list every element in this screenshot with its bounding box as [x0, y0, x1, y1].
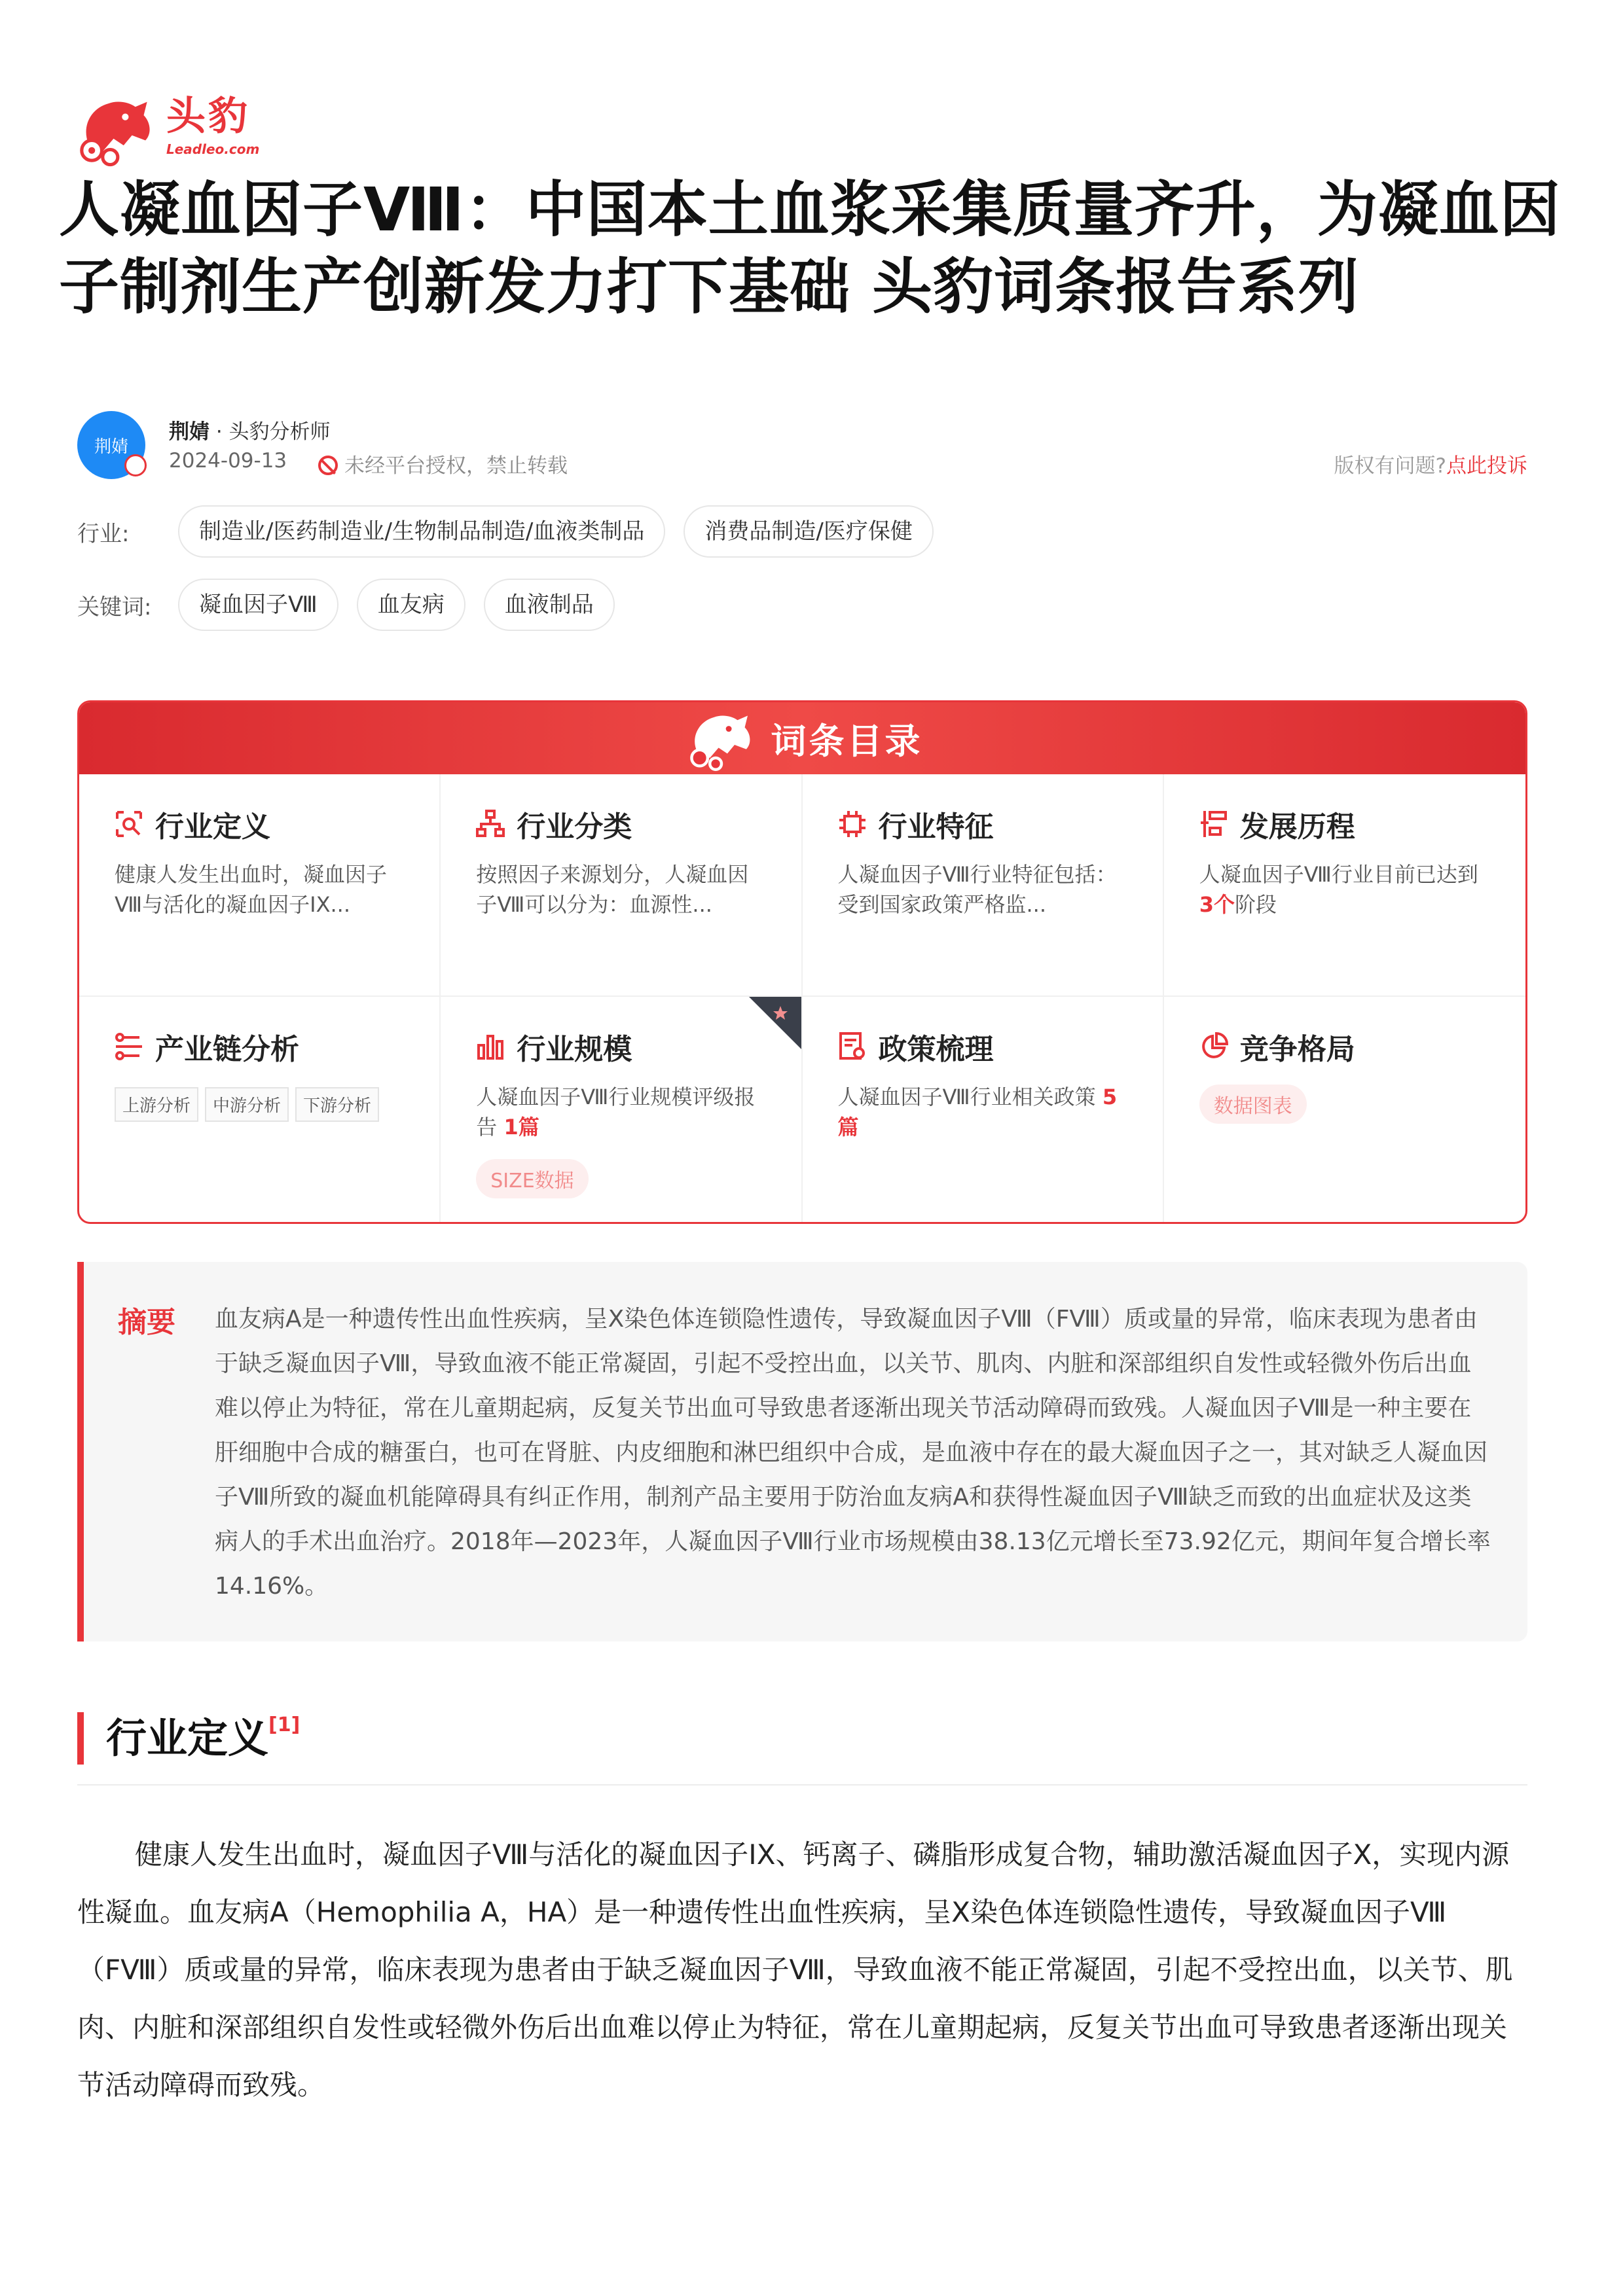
toc-item-title: 产业链分析 — [155, 1033, 299, 1066]
toc-item-title: 行业特征 — [878, 810, 994, 844]
brand-name: 头豹 — [166, 94, 250, 139]
abstract-text: 血友病A是一种遗传性出血性疾病，呈X染色体连锁隐性遗传，导致凝血因子Ⅷ（FⅧ）质或量的异常，临床表现为患者由于缺乏凝血因子Ⅷ，导致血液不能正常凝固，引起不受控出血，以关节、肌肉、内脏和深部组织自发性或轻微外伤后出血难以停止为特征，常在儿童期起病，反复关节出血可导致患者逐渐出现关节活动障碍而致残。人凝血因子Ⅷ是一种主要在肝细胞中合成的糖蛋白，也可在肾脏、内皮细胞和淋巴组织中合成，是血液中存在的最大凝血因子之一，其对缺乏人凝血因子Ⅷ所致的凝血机能障碍具有纠正作用，制剂产品主要用于防治血友病A和获得性凝血因子Ⅷ缺乏而致的出血症状及这类病人的手术出血治疗。2018年—2023年，人凝血因子Ⅷ行业市场规模由38.13亿元增长至73.92亿元，期间年复合增长率14.16%。 — [215, 1306, 1491, 1600]
timeline-icon — [1199, 810, 1228, 838]
hierarchy-icon — [476, 810, 505, 838]
toc-item-desc: 人凝血因子Ⅷ行业特征包括：受到国家政策严格监... — [837, 862, 1117, 917]
toc-item-chain[interactable] — [79, 997, 441, 1224]
keyword-label: 关键词: — [77, 594, 152, 620]
toc-item-desc-text: 人凝血因子Ⅷ行业相关政策 — [837, 1085, 1103, 1109]
toc-card — [77, 700, 1527, 1224]
toc-item-title: 行业规模 — [517, 1033, 632, 1066]
toc-item-title: 行业定义 — [155, 810, 270, 844]
pie-chart-icon — [1199, 1032, 1228, 1061]
toc-item-desc-text: 人凝血因子Ⅷ行业规模评级报告 — [476, 1085, 756, 1139]
toc-item-desc — [1199, 859, 1481, 920]
star-corner-icon — [749, 997, 801, 1049]
toc-item-desc-text: 人凝血因子Ⅷ行业目前已达到 — [1199, 862, 1478, 887]
keyword-tag[interactable]: 凝血因子Ⅷ — [178, 579, 338, 631]
toc-item-desc-suffix: 阶段 — [1235, 892, 1277, 917]
section-header — [77, 1712, 1527, 1785]
policy-count: 5篇 — [837, 1085, 1118, 1139]
brand-domain: Leadleo.com — [166, 141, 260, 157]
avatar[interactable] — [77, 411, 145, 479]
publish-date: 2024-09-13 — [169, 449, 287, 473]
policy-doc-icon — [838, 1032, 867, 1061]
definition-paragraph: 健康人发生出血时，凝血因子Ⅷ与活化的凝血因子IX、钙离子、磷脂形成复合物，辅助激活凝血因子Ⅹ，实现内源性凝血。血友病A（Hemophilia A，HA）是一种遗传性出血性疾病，呈X染色体连锁隐性遗传，导致凝血因子Ⅷ（FⅧ）质或量的异常，临床表现为患者由于缺乏凝血因子Ⅷ，导致血液不能正常凝固，引起不受控出血，以关节、肌肉、内脏和深部组织自发性或轻微外伤后出血难以停止为特征，常在儿童期起病，反复关节出血可导致患者逐渐出现关节活动障碍而致残。 — [77, 1839, 1513, 2101]
toc-item-history[interactable] — [1164, 774, 1525, 997]
report-link[interactable]: 点此投诉 — [1446, 454, 1527, 478]
industry-tag[interactable]: 消费品制造/医疗保健 — [684, 505, 933, 558]
toc-item-desc: 按照因子来源划分，人凝血因子Ⅷ可以分为：血源性... — [476, 862, 749, 917]
leopard-logo-icon — [682, 706, 761, 771]
section-accent-bar — [77, 1712, 84, 1765]
toc-item-desc — [838, 1082, 1120, 1142]
copyright-notice-text: 未经平台授权，禁止转载 — [344, 454, 568, 478]
author-role: · 头豹分析师 — [210, 420, 331, 444]
toc-item-classification[interactable] — [441, 774, 802, 997]
author-bar — [77, 411, 1527, 483]
toc-item-title: 政策梳理 — [878, 1033, 994, 1066]
report-count: 1篇 — [503, 1115, 539, 1139]
toc-item-title: 发展历程 — [1239, 810, 1355, 844]
upstream-chip[interactable]: 上游分析 — [115, 1087, 198, 1122]
brand-logo[interactable] — [73, 85, 259, 169]
section-title-text: 行业定义 — [106, 1714, 269, 1762]
copyright-notice — [318, 449, 568, 478]
keyword-tag[interactable]: 血液制品 — [484, 579, 615, 631]
toc-item-title: 行业分类 — [517, 810, 632, 844]
avatar-text: 荆婧 — [94, 437, 128, 457]
stage-count: 3个 — [1199, 892, 1235, 917]
downstream-chip[interactable]: 下游分析 — [295, 1087, 379, 1122]
keyword-tag[interactable]: 血友病 — [357, 579, 465, 631]
page-title: 人凝血因子Ⅷ：中国本土血浆采集质量齐升，为凝血因子制剂生产创新发力打下基础 头豹词条报告系列 — [59, 175, 1561, 322]
data-chart-badge[interactable]: 数据图表 — [1199, 1085, 1307, 1124]
magnifier-doc-icon — [115, 810, 143, 838]
toc-header — [79, 702, 1525, 774]
report-prefix: 版权有问题? — [1334, 454, 1446, 478]
size-data-badge[interactable]: SIZE数据 — [476, 1159, 588, 1198]
section-title — [106, 1712, 300, 1765]
industry-tag[interactable]: 制造业/医药制造业/生物制品制造/血液类制品 — [178, 505, 665, 558]
toc-title: 词条目录 — [771, 720, 923, 762]
copyright-report — [1334, 449, 1527, 478]
toc-item-policy[interactable] — [803, 997, 1164, 1224]
ban-icon — [318, 456, 338, 475]
midstream-chip[interactable]: 中游分析 — [205, 1087, 289, 1122]
abstract-box — [77, 1262, 1527, 1641]
toc-item-competition[interactable] — [1164, 997, 1525, 1224]
toc-item-features[interactable] — [803, 774, 1164, 997]
author-name[interactable]: 荆婧 — [169, 420, 210, 444]
leopard-logo-icon — [73, 85, 157, 169]
toc-item-scale[interactable] — [441, 997, 802, 1224]
reference-link[interactable]: [1] — [268, 1713, 301, 1736]
toc-item-title: 竞争格局 — [1239, 1033, 1355, 1066]
industry-label: 行业: — [77, 520, 130, 547]
toc-item-definition[interactable] — [79, 774, 441, 997]
verified-badge-icon — [124, 454, 147, 476]
toc-item-desc: 健康人发生出血时，凝血因子Ⅷ与活化的凝血因子IX... — [115, 862, 388, 917]
keyword-row — [77, 579, 633, 631]
industry-row — [77, 505, 952, 558]
toc-item-desc — [476, 1082, 757, 1142]
bar-chart-icon — [476, 1032, 505, 1061]
chain-icon — [115, 1032, 143, 1061]
chip-icon — [838, 810, 867, 838]
abstract-label: 摘要 — [118, 1306, 175, 1339]
author-name-line — [169, 415, 331, 444]
